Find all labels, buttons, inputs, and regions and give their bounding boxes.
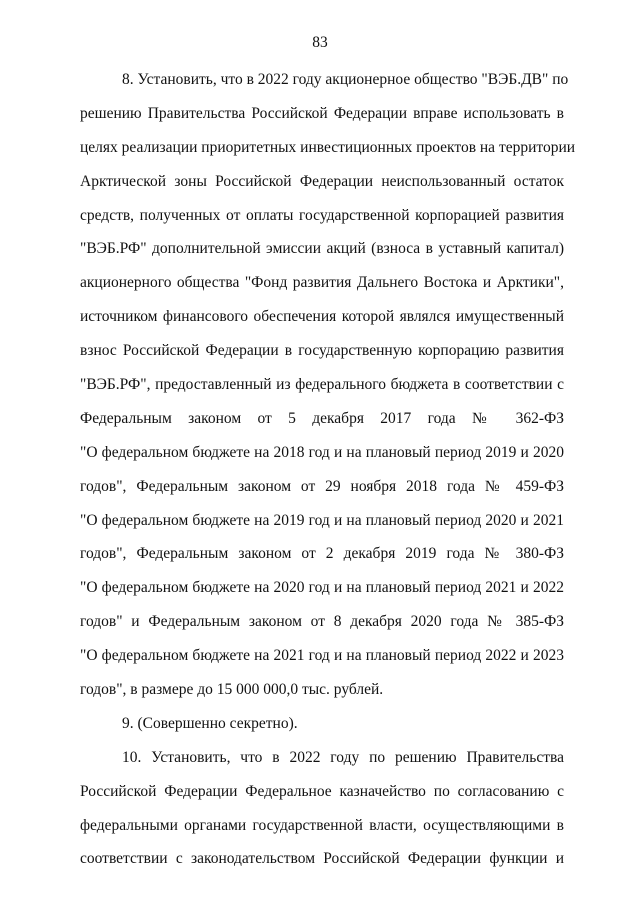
text-line: "О федеральном бюджете на 2020 год и на плановый период 2021 и 2022 [80,579,564,597]
text-line: Арктической зоны Российской Федерации неиспользованный остаток [80,172,564,190]
text-line: годов", в размере до 15 000 000,0 тыс. рублей. [80,681,384,699]
text-line: акционерного общества "Фонд развития Дальнего Востока и Арктики", [80,274,564,292]
page-number: 83 [312,34,328,51]
text-line: Российской Федерации Федеральное казначейство по согласованию с [80,782,564,800]
text-line: соответствии с законодательством Российской Федерации функции и [80,850,564,868]
text-line: годов", Федеральным законом от 29 ноября 2018 года № 459-ФЗ [80,477,564,495]
text-line: "О федеральном бюджете на 2018 год и на плановый период 2019 и 2020 [80,443,564,461]
text-line: Федеральным законом от 5 декабря 2017 года № 362-ФЗ [80,409,564,427]
text-line: годов" и Федеральным законом от 8 декабря 2020 года № 385-ФЗ [80,613,564,631]
text-line: решению Правительства Российской Федерации вправе использовать в [80,104,564,122]
paragraph-9 [80,707,564,741]
text-line: "О федеральном бюджете на 2021 год и на плановый период 2022 и 2023 [80,647,564,665]
text-line: целях реализации приоритетных инвестиционных проектов на территории [80,138,576,156]
document-body [80,63,576,876]
text-line: "ВЭБ.РФ", предоставленный из федерального бюджета в соответствии с [80,376,564,394]
paragraph-10 [80,741,564,877]
text-line: взнос Российской Федерации в государственную корпорацию развития [80,342,564,360]
text-line: годов", Федеральным законом от 2 декабря 2019 года № 380-ФЗ [80,545,564,563]
paragraph-8 [80,63,576,707]
text-line: "О федеральном бюджете на 2019 год и на плановый период 2020 и 2021 [80,511,564,529]
text-line: "ВЭБ.РФ" дополнительной эмиссии акций (взноса в уставный капитал) [80,240,564,258]
text-line: 8. Установить, что в 2022 году акционерное общество "ВЭБ.ДВ" по [122,71,569,88]
text-line: источником финансового обеспечения которой являлся имущественный [80,308,564,326]
text-line: средств, полученных от оплаты государственной корпорацией развития [80,206,564,224]
text-line: 9. (Совершенно секретно). [122,714,298,732]
text-line: федеральными органами государственной власти, осуществляющими в [80,816,564,834]
text-line: 10. Установить, что в 2022 году по решению Правительства [122,748,564,766]
